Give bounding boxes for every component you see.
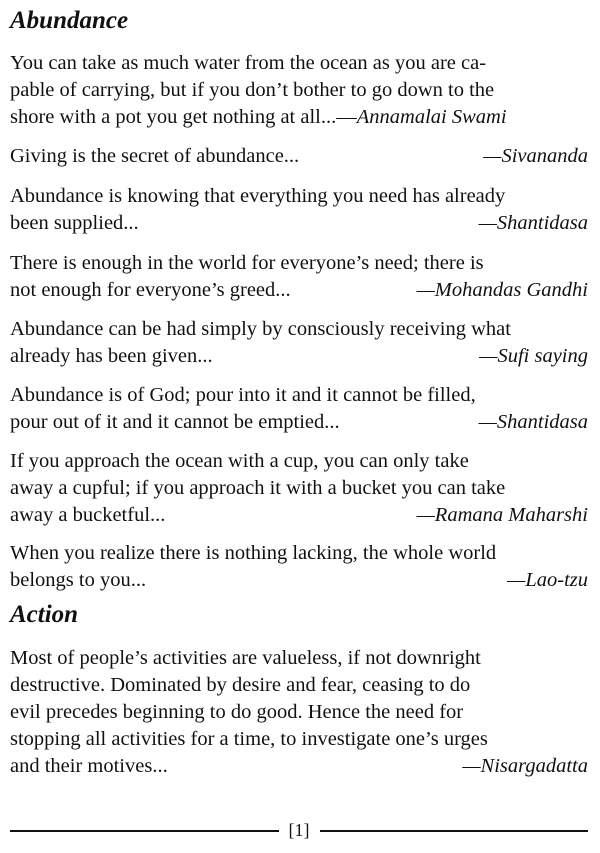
quote-line: away a cupful; if you approach it with a bucket you can take <box>10 477 506 499</box>
quote-line: been supplied... <box>10 212 139 234</box>
quote-author: —Lao-tzu <box>507 569 588 591</box>
quote-line: shore with a pot you get nothing at all...— <box>10 106 357 128</box>
quote-line: evil precedes beginning to do good. Hence the need for <box>10 701 464 723</box>
quote-line: and their motives... <box>10 755 168 777</box>
quote-author: —Ramana Maharshi <box>416 504 588 526</box>
section-title-abundance: Abundance <box>10 7 129 34</box>
quote-line: away a bucketful... <box>10 504 166 526</box>
quote-line: You can take as much water from the ocean as you are ca- <box>10 52 487 74</box>
quote-last-line <box>10 409 588 436</box>
quote-author: Annamalai Swami <box>356 106 507 128</box>
quote-line: Abundance can be had simply by consciously receiving what <box>10 318 511 340</box>
quote-line: not enough for everyone’s greed... <box>10 279 291 301</box>
quote-author: —Shantidasa <box>478 411 588 433</box>
quote-line: belongs to you... <box>10 569 147 591</box>
quote-block <box>10 250 588 304</box>
quote-author: —Mohandas Gandhi <box>416 279 588 301</box>
quote-line: Most of people’s activities are valueless, if not downright <box>10 647 481 669</box>
quote-last-line <box>10 567 588 594</box>
quote-line: destructive. Dominated by desire and fear, ceasing to do <box>10 674 471 696</box>
quote-line: already has been given... <box>10 345 213 367</box>
quote-author: —Nisargadatta <box>462 755 588 777</box>
quote-line: pour out of it and it cannot be emptied... <box>10 411 340 433</box>
quote-block <box>10 448 588 529</box>
quote-block <box>10 540 588 594</box>
quote-line: Giving is the secret of abundance... <box>10 145 300 167</box>
quote-block <box>10 143 588 170</box>
quote-line: pable of carrying, but if you don’t bother to go down to the <box>10 79 495 101</box>
quote-last-line <box>10 210 588 237</box>
quote-block <box>10 316 588 370</box>
footer-rule-right <box>320 830 589 832</box>
page-number: [1] <box>288 820 310 840</box>
quote-last-line <box>10 753 588 780</box>
page-footer <box>10 820 588 841</box>
quote-last-line <box>10 343 588 370</box>
quote-last-line <box>10 143 588 170</box>
quote-line: Abundance is of God; pour into it and it cannot be filled, <box>10 384 476 406</box>
quote-author: —Sufi saying <box>479 345 588 367</box>
quote-block <box>10 183 588 237</box>
quote-line: There is enough in the world for everyone’s need; there is <box>10 252 484 274</box>
quote-block <box>10 645 588 780</box>
quote-block <box>10 50 588 131</box>
quote-line: stopping all activities for a time, to investigate one’s urges <box>10 728 488 750</box>
quote-last-line <box>10 277 588 304</box>
footer-rule-left <box>10 830 279 832</box>
section-title-action: Action <box>10 601 79 628</box>
quote-author: —Sivananda <box>483 145 588 167</box>
quote-text <box>10 50 588 131</box>
quote-block <box>10 382 588 436</box>
quote-line: If you approach the ocean with a cup, you can only take <box>10 450 469 472</box>
quote-author: —Shantidasa <box>478 212 588 234</box>
quote-last-line <box>10 502 588 529</box>
quote-line: Abundance is knowing that everything you need has already <box>10 185 506 207</box>
quote-line: When you realize there is nothing lacking, the whole world <box>10 542 497 564</box>
